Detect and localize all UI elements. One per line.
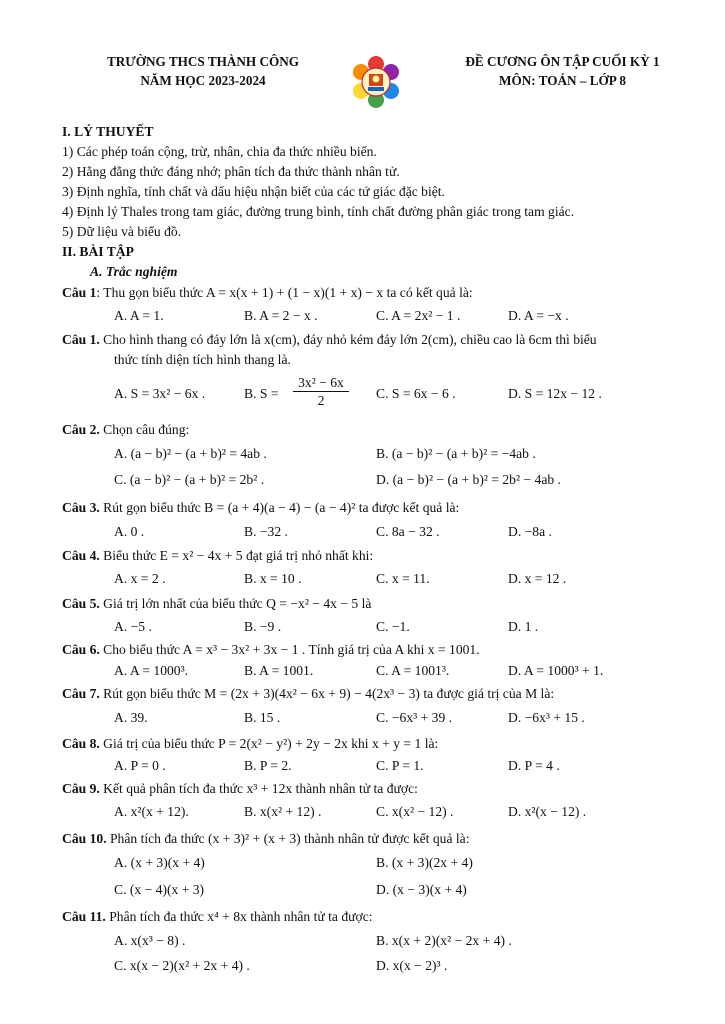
option-a[interactable]: A. 0 . — [114, 524, 145, 539]
option-c[interactable]: C. (x − 4)(x + 3) — [114, 882, 205, 897]
question-1b — [62, 330, 597, 349]
question-label: Câu 5. — [62, 596, 100, 611]
question-label: Câu 11. — [62, 909, 106, 924]
option-c[interactable]: C. 8a − 32 . — [376, 524, 440, 539]
question-2 — [62, 420, 189, 439]
question-label: Câu 1 — [62, 285, 97, 300]
question-text: Cho hình thang có đáy lớn là x(cm), đáy nhỏ kém đáy lớn 2(cm), chiều cao là 6cm thì biểu — [99, 332, 597, 347]
option-b[interactable]: B. −9 . — [244, 619, 282, 634]
question-label: Câu 7. — [62, 686, 100, 701]
fraction-numerator: 3x² − 6x — [293, 374, 349, 392]
option-a[interactable]: A. −5 . — [114, 619, 152, 634]
option-a[interactable]: A. P = 0 . — [114, 758, 166, 773]
question-label: Câu 1. — [62, 332, 100, 347]
question-3 — [62, 498, 459, 517]
option-b[interactable]: B. x = 10 . — [244, 571, 302, 586]
question-4 — [62, 546, 373, 565]
option-c[interactable]: C. A = 2x² − 1 . — [376, 308, 461, 323]
exercises-heading: II. BÀI TẬP — [62, 244, 134, 259]
theory-item: 1) Các phép toán cộng, trừ, nhân, chia đa thức nhiều biến. — [62, 144, 377, 159]
option-c[interactable]: C. P = 1. — [376, 758, 424, 773]
option-a[interactable]: A. S = 3x² − 6x . — [114, 386, 206, 401]
option-d[interactable]: D. A = 1000³ + 1. — [508, 663, 604, 678]
exam-title: ĐỀ CƯƠNG ÔN TẬP CUỐI KỲ 1 — [465, 54, 660, 69]
fraction-denominator: 2 — [317, 393, 325, 408]
option-d[interactable]: D. 1 . — [508, 619, 539, 634]
question-7 — [62, 684, 554, 703]
option-a[interactable]: A. (a − b)² − (a + b)² = 4ab . — [114, 446, 267, 461]
question-text: : Thu gọn biểu thức A = x(x + 1) + (1 − x)(1 + x) − x ta có kết quả là: — [96, 285, 473, 300]
option-a[interactable]: A. (x + 3)(x + 4) — [114, 855, 205, 870]
question-8 — [62, 734, 438, 753]
option-c[interactable]: C. x(x − 2)(x² + 2x + 4) . — [114, 958, 250, 973]
option-d[interactable]: D. x²(x − 12) . — [508, 804, 587, 819]
option-c[interactable]: C. −6x³ + 39 . — [376, 710, 453, 725]
question-11 — [62, 907, 373, 926]
theory-item: 4) Định lý Thales trong tam giác, đường trung bình, tính chất đường phân giác trong tam giác. — [62, 204, 575, 219]
question-text: Rút gọn biểu thức B = (a + 4)(a − 4) − (a − 4)² ta được kết quả là: — [99, 500, 460, 515]
option-b[interactable]: B. x(x + 2)(x² − 2x + 4) . — [376, 933, 512, 948]
question-text: Phân tích đa thức x⁴ + 8x thành nhân tử ta được: — [105, 909, 373, 924]
question-text: Giá trị của biểu thức P = 2(x² − y²) + 2y − 2x khi x + y = 1 là: — [99, 736, 439, 751]
fraction — [293, 374, 349, 409]
option-a[interactable]: A. x = 2 . — [114, 571, 166, 586]
option-c[interactable]: C. x(x² − 12) . — [376, 804, 454, 819]
option-b[interactable]: B. x(x² + 12) . — [244, 804, 322, 819]
option-d[interactable]: D. (x − 3)(x + 4) — [376, 882, 467, 897]
question-label: Câu 2. — [62, 422, 100, 437]
exam-header — [430, 52, 695, 90]
option-b[interactable]: B. S = — [244, 386, 279, 401]
school-name: TRƯỜNG THCS THÀNH CÔNG — [106, 54, 300, 69]
theory-item: 3) Định nghĩa, tính chất và dấu hiệu nhận biết của các tứ giác đặc biệt. — [62, 184, 445, 199]
school-year: NĂM HỌC 2023-2024 — [140, 73, 266, 88]
question-9 — [62, 779, 418, 798]
option-a[interactable]: A. x(x³ − 8) . — [114, 933, 186, 948]
question-1 — [62, 283, 473, 302]
option-c[interactable]: C. A = 1001³. — [376, 663, 450, 678]
question-text: Chọn câu đúng: — [99, 422, 190, 437]
exercises-subheading: A. Trắc nghiệm — [90, 264, 178, 279]
question-label: Câu 6. — [62, 642, 100, 657]
question-6 — [62, 640, 480, 659]
option-b[interactable]: B. (a − b)² − (a + b)² = −4ab . — [376, 446, 536, 461]
question-label: Câu 10. — [62, 831, 107, 846]
option-b[interactable]: B. A = 1001. — [244, 663, 314, 678]
option-d[interactable]: D. x = 12 . — [508, 571, 567, 586]
school-logo-icon — [349, 55, 403, 109]
option-c[interactable]: C. −1. — [376, 619, 410, 634]
question-text-cont: thức tính diện tích hình thang là. — [114, 352, 291, 367]
theory-item: 2) Hằng đẳng thức đáng nhớ; phân tích đa thức thành nhân tử. — [62, 164, 400, 179]
question-10 — [62, 829, 469, 848]
option-d[interactable]: D. −6x³ + 15 . — [508, 710, 585, 725]
option-d[interactable]: D. x(x − 2)³ . — [376, 958, 448, 973]
option-c[interactable]: C. S = 6x − 6 . — [376, 386, 456, 401]
theory-item: 5) Dữ liệu và biểu đồ. — [62, 224, 182, 239]
option-a[interactable]: A. 39. — [114, 710, 148, 725]
question-label: Câu 9. — [62, 781, 100, 796]
question-5 — [62, 594, 371, 613]
option-b[interactable]: B. (x + 3)(2x + 4) — [376, 855, 473, 870]
option-b[interactable]: B. −32 . — [244, 524, 288, 539]
option-a[interactable]: A. x²(x + 12). — [114, 804, 189, 819]
option-c[interactable]: C. x = 11. — [376, 571, 430, 586]
option-b[interactable]: B. 15 . — [244, 710, 281, 725]
theory-heading: I. LÝ THUYẾT — [62, 124, 154, 139]
option-d[interactable]: D. P = 4 . — [508, 758, 560, 773]
question-label: Câu 8. — [62, 736, 100, 751]
question-text: Cho biểu thức A = x³ − 3x² + 3x − 1 . Tính giá trị của A khi x = 1001. — [99, 642, 480, 657]
option-b[interactable]: B. A = 2 − x . — [244, 308, 318, 323]
question-label: Câu 4. — [62, 548, 100, 563]
option-d[interactable]: D. A = −x . — [508, 308, 569, 323]
option-c[interactable]: C. (a − b)² − (a + b)² = 2b² . — [114, 472, 265, 487]
option-b[interactable]: B. P = 2. — [244, 758, 292, 773]
question-text: Kết quả phân tích đa thức x³ + 12x thành nhân tử ta được: — [99, 781, 418, 796]
question-text: Rút gọn biểu thức M = (2x + 3)(4x² − 6x + 9) − 4(2x³ − 3) ta được giá trị của M là: — [99, 686, 555, 701]
question-text: Biểu thức E = x² − 4x + 5 đạt giá trị nhỏ nhất khi: — [99, 548, 374, 563]
school-header — [78, 52, 328, 90]
option-d[interactable]: D. (a − b)² − (a + b)² = 2b² − 4ab . — [376, 472, 561, 487]
option-d[interactable]: D. −8a . — [508, 524, 552, 539]
option-d[interactable]: D. S = 12x − 12 . — [508, 386, 602, 401]
question-label: Câu 3. — [62, 500, 100, 515]
option-a[interactable]: A. A = 1000³. — [114, 663, 189, 678]
option-a[interactable]: A. A = 1. — [114, 308, 164, 323]
exam-subject: MÔN: TOÁN – LỚP 8 — [499, 73, 626, 88]
question-text: Phân tích đa thức (x + 3)² + (x + 3) thành nhân tử được kết quả là: — [106, 831, 470, 846]
question-text: Giá trị lớn nhất của biểu thức Q = −x² − 4x − 5 là — [99, 596, 372, 611]
